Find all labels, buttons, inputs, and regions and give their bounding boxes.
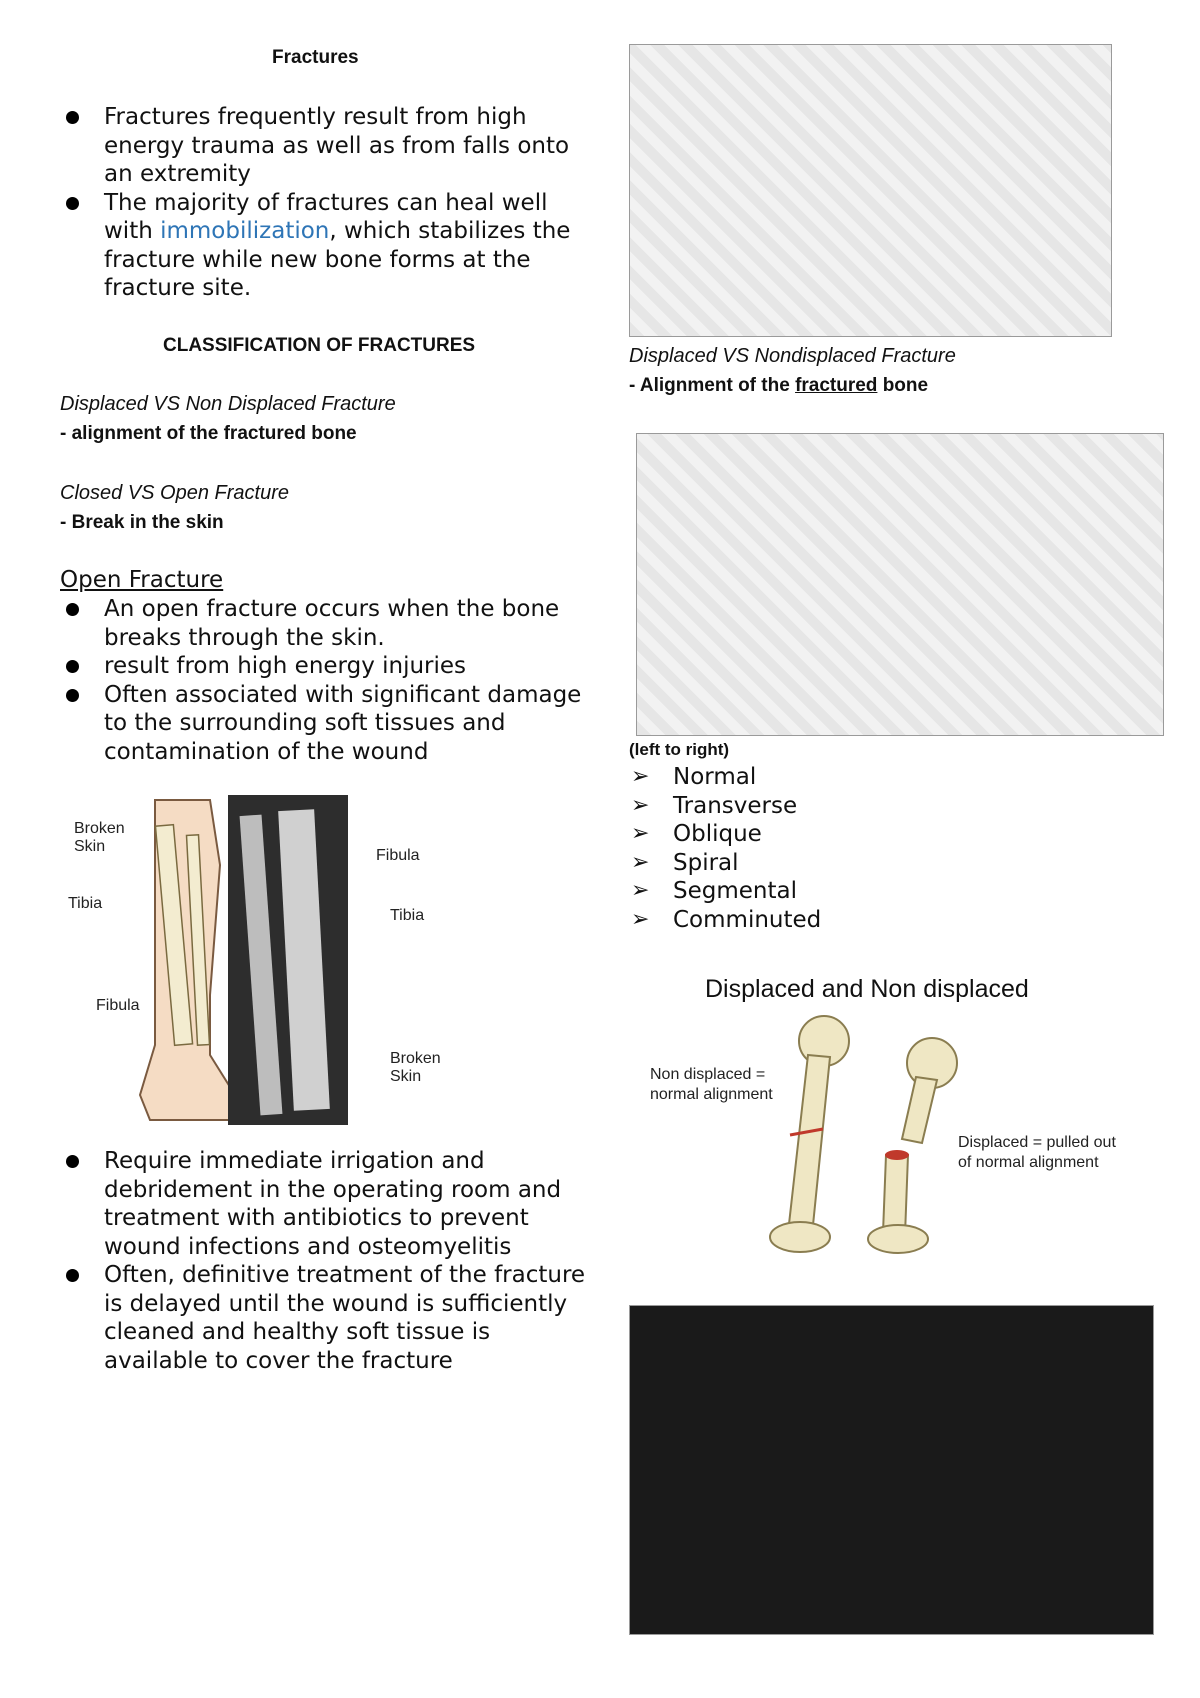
classification-heading: CLASSIFICATION OF FRACTURES	[163, 335, 476, 356]
displacement-caption-desc: - Alignment of the fractured bone	[629, 375, 929, 396]
list-item: The majority of fractures can heal well with immobilization, which stabilizes the fracture while new bone forms at the fracture site.	[60, 189, 600, 303]
list-item: Require immediate irrigation and debridement in the operating room and treatment with antibiotics to prevent wound infections and osteomyelitis	[60, 1147, 600, 1261]
page-title: Fractures	[272, 47, 359, 68]
list-item: Often associated with significant damage to the surrounding soft tissues and contamination of the wound	[60, 681, 600, 767]
label-broken-skin-bottom: Broken Skin	[390, 1050, 441, 1085]
label-fibula-left: Fibula	[96, 997, 140, 1014]
diagram-title: Displaced and Non displaced	[705, 975, 1029, 1003]
bullet-dot	[66, 660, 79, 673]
list-item: An open fracture occurs when the bone breaks through the skin.	[60, 595, 600, 652]
types-intro: (left to right)	[629, 740, 730, 759]
bullet-dot	[66, 111, 79, 124]
displaced-title: Displaced VS Non Displaced Fracture	[60, 393, 396, 415]
immobilization-link[interactable]: immobilization	[160, 218, 330, 244]
list-item: ➢ Normal	[631, 764, 757, 790]
bullet-dot	[66, 1155, 79, 1168]
fracture-types-illustration	[636, 433, 1164, 736]
open-fracture-photo	[629, 44, 1112, 337]
displaced-desc: - alignment of the fractured bone	[60, 423, 357, 444]
arrow-bullet-icon: ➢	[631, 792, 650, 818]
open-fracture-figure	[60, 795, 460, 1125]
list-item: ➢ Segmental	[631, 878, 797, 904]
arrow-bullet-icon: ➢	[631, 849, 650, 875]
label-tibia-right: Tibia	[390, 907, 425, 924]
list-item: result from high energy injuries	[60, 652, 600, 681]
label-non-displaced: Non displaced = normal alignment	[650, 1066, 773, 1103]
fracture-types-list	[629, 763, 1069, 934]
open-fracture-bullet-list	[60, 595, 600, 766]
list-item: Fractures frequently result from high energy trauma as well as from falls onto an extremity	[60, 103, 600, 189]
arrow-bullet-icon: ➢	[631, 821, 650, 846]
list-item: ➢ Comminuted	[631, 906, 822, 933]
treatment-bullet-list	[60, 1147, 600, 1375]
bullet-dot	[66, 603, 79, 616]
list-item: Often, definitive treatment of the fracture is delayed until the wound is sufficiently cleaned and healthy soft tissue is available to cover the fracture	[60, 1261, 600, 1375]
label-displaced: Displaced = pulled out of normal alignment	[958, 1134, 1116, 1171]
arrow-bullet-icon: ➢	[631, 878, 650, 903]
bullet-dot	[66, 197, 79, 210]
closed-open-title: Closed VS Open Fracture	[60, 482, 289, 504]
list-item: ➢ Spiral	[631, 849, 739, 876]
open-fracture-heading: Open Fracture	[60, 567, 224, 593]
xray-displacement-photo	[629, 1305, 1154, 1635]
arrow-bullet-icon: ➢	[631, 764, 650, 789]
displacement-diagram	[640, 975, 1160, 1280]
bullet-dot	[66, 1269, 79, 1282]
list-item: ➢ Transverse	[631, 792, 798, 819]
bone-diagram	[640, 975, 1160, 1280]
bullet-dot	[66, 689, 79, 702]
label-tibia-left: Tibia	[68, 895, 103, 912]
closed-open-desc: - Break in the skin	[60, 512, 224, 533]
label-fibula-right: Fibula	[376, 847, 420, 864]
label-broken-skin-top: Broken Skin	[74, 820, 125, 855]
list-item: ➢ Oblique	[631, 821, 762, 847]
intro-bullet-list	[60, 103, 600, 303]
displacement-caption-title: Displaced VS Nondisplaced Fracture	[629, 345, 956, 367]
arrow-bullet-icon: ➢	[631, 906, 650, 932]
